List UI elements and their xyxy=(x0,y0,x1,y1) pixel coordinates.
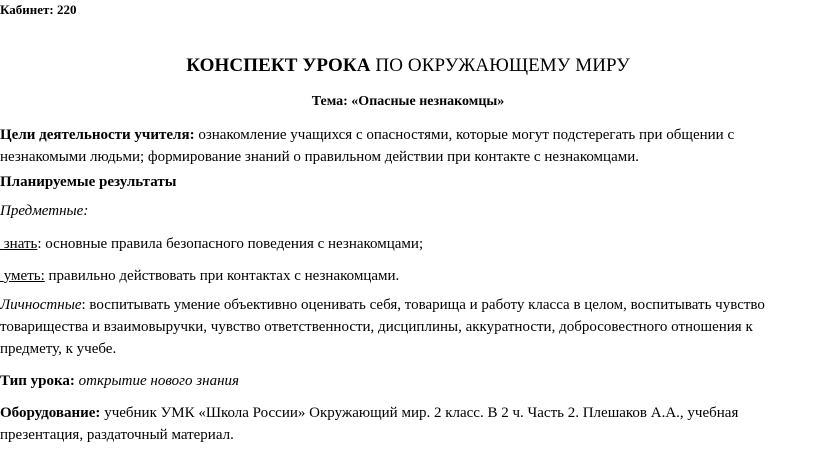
can-label: уметь: xyxy=(3,268,45,284)
equipment-paragraph xyxy=(0,402,800,446)
equipment-line-1: учебник УМК «Школа России» Окружающий мир. 2 класс. В 2 ч. Часть 2. Плешаков А.А., учебная xyxy=(100,405,739,421)
lesson-type-label: Тип урока: xyxy=(0,373,75,389)
personal-line-3: предмету, к учебе. xyxy=(0,341,117,357)
lesson-topic: Тема: «Опасные незнакомцы» xyxy=(311,94,505,109)
know-text: : основные правила безопасного поведения с незнакомцами; xyxy=(37,236,424,252)
know-item xyxy=(0,233,800,255)
personal-label: Личностные xyxy=(0,297,82,313)
lesson-type-line xyxy=(0,370,800,392)
goals-line-2: незнакомыми людьми; формирование знаний о правильном действии при контакте с незнакомцами. xyxy=(0,149,640,165)
can-item xyxy=(0,265,800,287)
personal-line-1: : воспитывать умение объективно оценивать себя, товарища и работу класса в целом, воспитывать чувство xyxy=(81,297,765,313)
personal-line-2: товарищества и взаимовыручки, чувство ответственности, дисциплины, аккуратности, добросовестного отношения к xyxy=(0,319,753,335)
can-text: правильно действовать при контактах с незнакомцами. xyxy=(44,268,400,284)
goals-paragraph xyxy=(0,124,800,168)
goals-line-1: ознакомление учащихся с опасностями, которые могут подстерегать при общении с xyxy=(194,127,735,143)
title-rest: ПО ОКРУЖАЮЩЕМУ МИРУ xyxy=(370,55,630,76)
cabinet-label: Кабинет: 220 xyxy=(0,2,77,17)
personal-results-paragraph xyxy=(0,294,800,360)
document-title xyxy=(0,53,816,79)
equipment-line-2: презентация, раздаточный материал. xyxy=(0,427,234,443)
equipment-label: Оборудование: xyxy=(0,405,101,421)
title-bold: КОНСПЕКТ УРОКА xyxy=(186,55,371,76)
know-label: знать xyxy=(3,236,38,252)
results-heading: Планируемые результаты xyxy=(0,174,177,190)
subject-results-label: Предметные: xyxy=(0,203,89,219)
lesson-type-value: открытие нового знания xyxy=(74,373,239,389)
goals-label: Цели деятельности учителя: xyxy=(0,127,195,143)
